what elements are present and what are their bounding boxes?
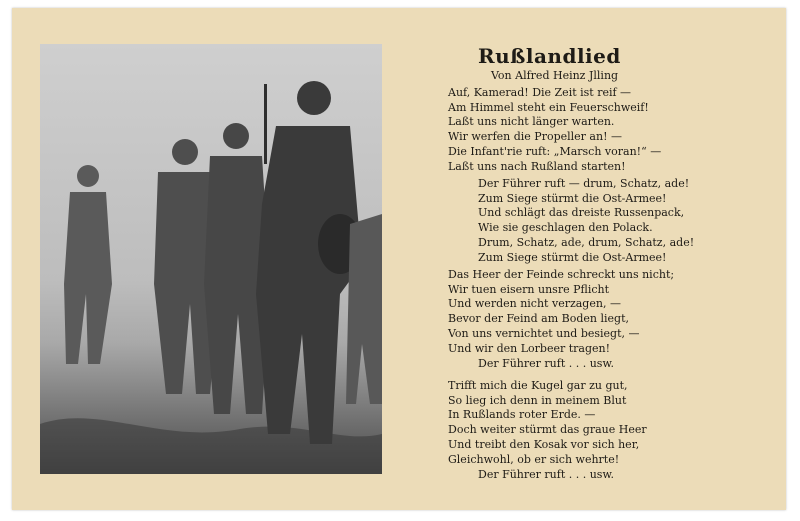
refrain-line: Zum Siege stürmt die Ost-Armee!: [478, 191, 667, 205]
refrain-reference-line: Der Führer ruft . . . usw.: [478, 357, 615, 370]
refrain-line: Der Führer ruft — drum, Schatz, ade!: [478, 177, 690, 190]
verse-line: So lieg ich denn in meinem Blut: [448, 393, 627, 407]
verse-3: [448, 379, 647, 467]
refrain-line: Drum, Schatz, ade, drum, Schatz, ade!: [478, 235, 695, 249]
refrain-line: Zum Siege stürmt die Ost-Armee!: [478, 250, 667, 264]
verse-line: Wir tuen eisern unsre Pflicht: [448, 282, 610, 296]
marching-soldiers-photo: [40, 44, 382, 474]
verse-1: [448, 86, 661, 174]
refrain-line: Wie sie geschlagen den Polack.: [478, 221, 653, 235]
verse-line: Und werden nicht verzagen, —: [448, 297, 621, 311]
verse-line: Gleichwohl, ob er sich wehrte!: [448, 452, 620, 466]
soldier-back-left: [64, 165, 112, 364]
refrain-reference-2: [478, 468, 614, 483]
verse-2: [448, 268, 674, 356]
song-author: Von Alfred Heinz Jlling: [491, 69, 619, 82]
refrain-reference-1: [478, 357, 614, 372]
verse-line: Von uns vernichtet und besiegt, —: [448, 326, 640, 340]
verse-line: Und wir den Lorbeer tragen!: [448, 341, 611, 355]
refrain-reference-line: Der Führer ruft . . . usw.: [478, 468, 615, 481]
verse-line: Bevor der Feind am Boden liegt,: [448, 312, 630, 326]
verse-line: Laßt uns nicht länger warten.: [448, 115, 615, 129]
verse-line: In Rußlands roter Erde. —: [448, 408, 596, 422]
verse-line: Auf, Kamerad! Die Zeit ist reif —: [448, 86, 632, 99]
verse-line: Wir werfen die Propeller an! —: [448, 130, 622, 144]
verse-line: Trifft mich die Kugel gar zu gut,: [448, 379, 628, 392]
verse-line: Laßt uns nach Rußland starten!: [448, 159, 626, 173]
song-title: Rußlandlied: [478, 44, 621, 68]
verse-line: Am Himmel steht ein Feuerschweif!: [448, 100, 649, 114]
photo-drawing: [40, 44, 382, 474]
verse-line: Die Infant'rie ruft: „Marsch voran!“ —: [448, 144, 662, 158]
refrain-line: Und schlägt das dreiste Russenpack,: [478, 206, 685, 220]
verse-line: Doch weiter stürmt das graue Heer: [448, 423, 647, 437]
verse-line: Und treibt den Kosak vor sich her,: [448, 437, 640, 451]
refrain: [478, 177, 694, 265]
verse-line: Das Heer der Feinde schreckt uns nicht;: [448, 268, 675, 281]
